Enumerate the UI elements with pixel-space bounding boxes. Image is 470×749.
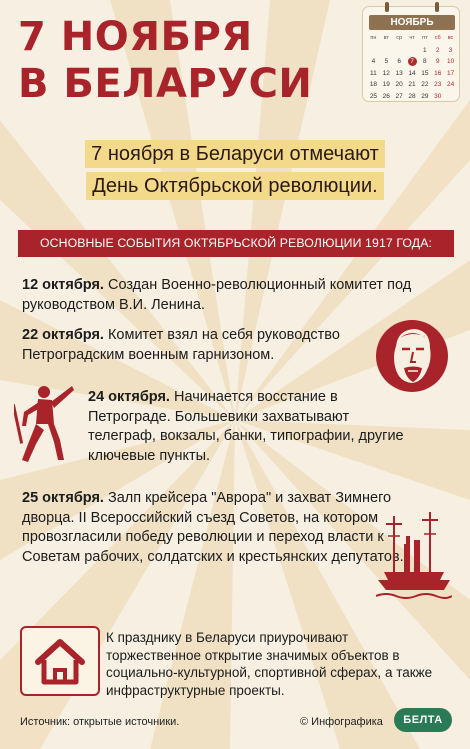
calendar-weekday: вс bbox=[447, 35, 454, 41]
calendar-weekday: пт bbox=[422, 35, 428, 41]
calendar-day: 23 bbox=[434, 81, 442, 88]
calendar-day: 30 bbox=[434, 92, 442, 100]
event-text: Создан Военно-революционный комитет под руководством В.И. Ленина. bbox=[22, 277, 412, 313]
title-line-2: В БЕЛАРУСИ bbox=[18, 61, 313, 107]
calendar-day: 13 bbox=[395, 69, 403, 77]
event-oct-12 bbox=[22, 276, 447, 315]
calendar-row bbox=[367, 91, 457, 103]
calendar-day: 27 bbox=[395, 92, 403, 100]
calendar-row bbox=[367, 68, 457, 80]
calendar-day: 14 bbox=[408, 69, 416, 77]
holiday-note: К празднику в Беларуси приурочивают торжественное открытие значимых объектов в социально-культурной, спортивной сферах, а также инфраструктурные проекты. bbox=[106, 630, 433, 698]
calendar-day: 19 bbox=[382, 81, 390, 88]
belta-logo: БЕЛТА bbox=[394, 708, 452, 732]
holiday-line-2: День Октябрьской революции. bbox=[86, 172, 383, 200]
calendar-day: 6 bbox=[397, 58, 401, 65]
holiday-statement bbox=[30, 140, 440, 204]
calendar-day: 22 bbox=[421, 81, 429, 88]
calendar-weekday: ср bbox=[396, 35, 403, 41]
event-date: 25 октября. bbox=[22, 490, 104, 506]
calendar-day: 10 bbox=[446, 58, 455, 65]
calendar-weekday: пн bbox=[370, 35, 377, 41]
calendar-day: 18 bbox=[369, 81, 378, 88]
calendar-day: 25 bbox=[369, 92, 378, 100]
house-icon-box bbox=[20, 626, 100, 696]
calendar-day: 7 bbox=[406, 56, 419, 68]
calendar-row bbox=[367, 45, 457, 57]
holiday-line-1: 7 ноября в Беларуси отмечают bbox=[85, 140, 385, 168]
page-title bbox=[18, 14, 312, 108]
calendar-weekday: вт bbox=[383, 35, 389, 41]
calendar-day bbox=[367, 45, 380, 57]
calendar-day: 12 bbox=[382, 69, 390, 77]
event-date: 22 октября. bbox=[22, 327, 104, 343]
calendar-day: 26 bbox=[382, 92, 390, 100]
calendar-day: 1 bbox=[423, 46, 427, 54]
calendar-day: 4 bbox=[371, 58, 376, 65]
source-label: Источник: открытые источники. bbox=[20, 716, 180, 728]
calendar-day: 2 bbox=[435, 46, 440, 54]
calendar-day: 20 bbox=[395, 81, 403, 88]
lenin-portrait-icon bbox=[372, 316, 450, 396]
calendar-day: 21 bbox=[408, 81, 416, 88]
calendar-day: 8 bbox=[423, 58, 427, 65]
calendar-row bbox=[367, 33, 457, 45]
calendar-weekday: чт bbox=[409, 35, 415, 41]
copyright-label: © Инфографика bbox=[300, 716, 383, 728]
calendar-day: 11 bbox=[370, 69, 377, 77]
calendar-day: 16 bbox=[434, 69, 442, 77]
event-date: 12 октября. bbox=[22, 277, 104, 293]
event-oct-25 bbox=[22, 489, 427, 567]
calendar-day bbox=[406, 45, 419, 57]
calendar-grid bbox=[367, 33, 457, 102]
calendar-icon bbox=[362, 6, 460, 102]
event-oct-24 bbox=[88, 388, 408, 466]
cruiser-aurora-icon bbox=[376, 510, 452, 602]
calendar-day bbox=[380, 45, 393, 57]
calendar-day: 9 bbox=[435, 58, 440, 65]
calendar-weekday: сб bbox=[434, 35, 441, 41]
calendar-day: 5 bbox=[384, 58, 389, 65]
calendar-month: НОЯБРЬ bbox=[369, 15, 455, 30]
calendar-day: 28 bbox=[408, 92, 416, 100]
event-oct-22 bbox=[22, 326, 352, 365]
title-line-1: 7 НОЯБРЯ bbox=[18, 14, 253, 60]
calendar-day: 3 bbox=[448, 46, 453, 54]
event-text: Начинается восстание в Петрограде. Большевики захватывают телеграф, вокзалы, банки, типографии, другие ключевые пункты. bbox=[88, 389, 404, 464]
event-text: Комитет взял на себя руководство Петроградским военным гарнизоном. bbox=[22, 327, 340, 363]
house-icon bbox=[22, 628, 98, 694]
event-text: Залп крейсера "Аврора" и захват Зимнего дворца. II Всероссийский съезд Советов, на котором провозгласили победу революции и переход власти к Советам рабочих, солдатских и крестьянских депутатов. bbox=[22, 490, 404, 565]
calendar-day: 29 bbox=[421, 92, 429, 100]
event-date: 24 октября. bbox=[88, 389, 170, 405]
calendar-row bbox=[367, 56, 457, 68]
calendar-day: 15 bbox=[421, 69, 429, 77]
calendar-row bbox=[367, 79, 457, 91]
calendar-day bbox=[393, 45, 406, 57]
events-banner: ОСНОВНЫЕ СОБЫТИЯ ОКТЯБРЬСКОЙ РЕВОЛЮЦИИ 1917 ГОДА: bbox=[18, 230, 454, 257]
calendar-rings bbox=[363, 2, 461, 12]
calendar-day: 17 bbox=[446, 69, 455, 77]
calendar-day bbox=[444, 91, 457, 103]
calendar-day: 24 bbox=[446, 81, 455, 88]
revolutionary-worker-icon bbox=[14, 382, 76, 464]
